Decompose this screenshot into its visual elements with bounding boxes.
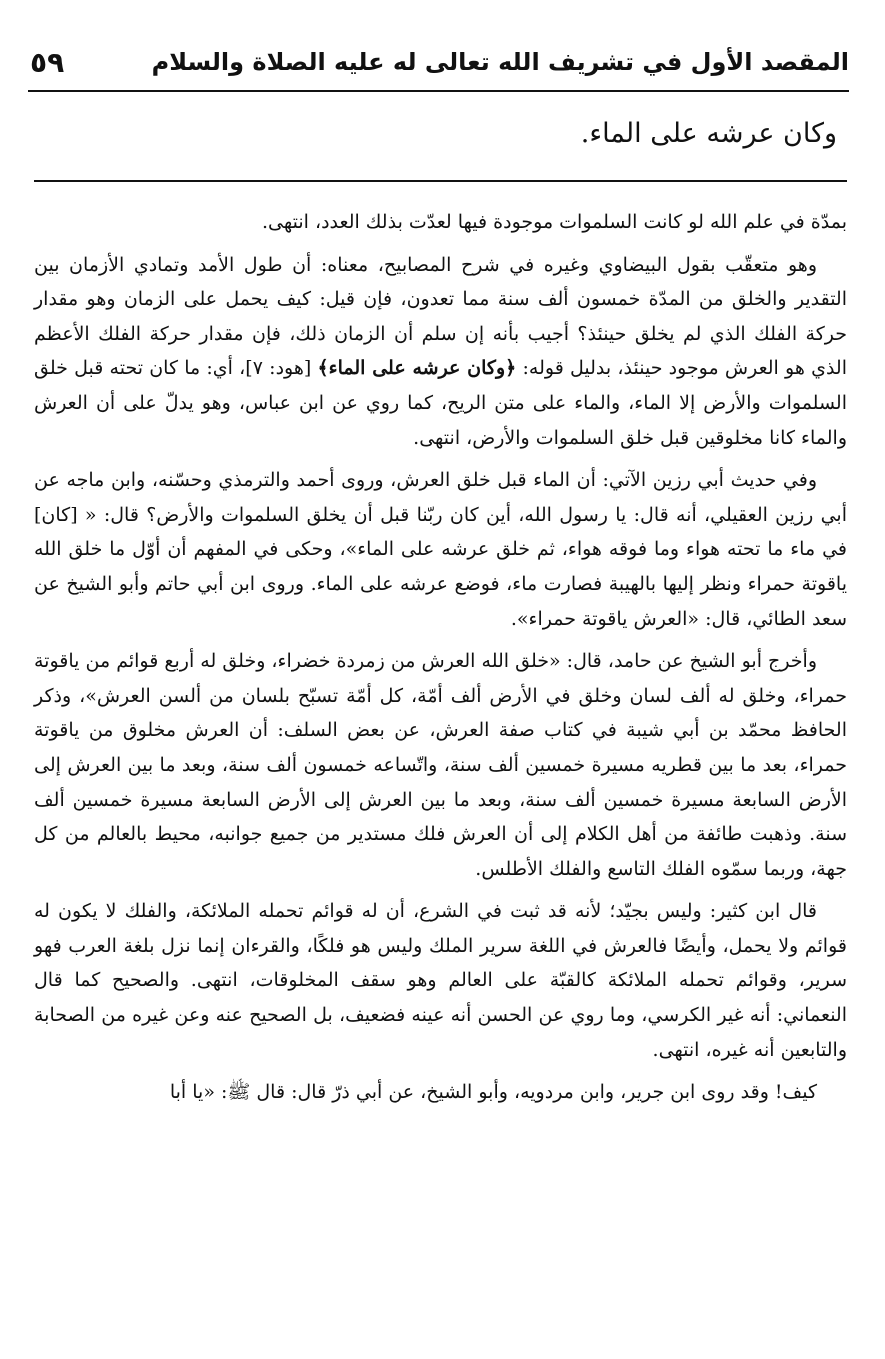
commentary-paragraph-5: قال ابن كثير: وليس بجيّد؛ لأنه قد ثبت في الشرع، أن له قوائم تحمله الملائكة، والفلك لا يكون له قوائم ولا يحمل، وأيضًا فالعرش في اللغة سرير الملك وليس هو فلكًا، والقرءان إنما نزل بلغة العرب فهو سرير، وقوائم تحمله الملائكة كالقبّة على العالم وهو سقف المخلوقات، انتهى. والصحيح كما قال النعماني: أنه غير الكرسي، وما روي عن الحسن أنه عينه فضعيف، بل الصحيح عنه وعن غيره من الصحابة والتابعين أنه غيره، انتهى. [34, 900, 847, 1061]
quran-quote: ﴿وكان عرشه على الماء﴾ [317, 357, 517, 380]
paragraph-2-text-b: [هود: ٧]، أي: ما كان تحته قبل خلق السلموات والأرض إلا الماء، والماء على متن الريح، كما روي عن ابن عباس، وهو يدلّ على أن العرش والماء كانا مخلوقين قبل خلق السلموات والأرض، انتهى. [34, 357, 847, 449]
commentary-separator [34, 180, 847, 182]
main-text-line: وكان عرشه على الماء. [580, 118, 837, 149]
commentary-paragraph-1: بمدّة في علم الله لو كانت السلموات موجودة فيها لعدّت بذلك العدد، انتهى. [261, 211, 847, 233]
commentary-paragraph-2 [34, 248, 847, 456]
running-title: المقصد الأول في تشريف الله تعالى له عليه الصلاة والسلام [151, 48, 849, 76]
commentary-paragraph-3: وفي حديث أبي رزين الآتي: أن الماء قبل خلق العرش، وروى أحمد والترمذي وحسّنه، وابن ماجه عن أبي رزين العقيلي، أنه قال: يا رسول الله، أين كان ربّنا قبل أن يخلق السلموات والأرض؟ قال: « [كان] في ماء ما تحته هواء وما فوقه هواء، ثم خلق عرشه على الماء»، وحكى في المفهم أن أوّل ما خلق الله ياقوتة حمراء ونظر إليها بالهيبة فصارت ماء، فوضع عرشه على الماء. وروى ابن أبي حاتم وأبو الشيخ عن سعد الطائي، قال: «العرش ياقوتة حمراء». [34, 469, 847, 630]
header-rule [28, 90, 849, 92]
page-header [30, 40, 849, 84]
commentary-paragraph-6: كيف! وقد روى ابن جرير، وابن مردويه، وأبو الشيخ، عن أبي ذرّ قال: قال ﷺ: «يا أبا [169, 1081, 817, 1104]
commentary-body [34, 205, 847, 1118]
paragraph-2-text-a: وهو متعقّب بقول البيضاوي وغيره في شرح المصابيح، معناه: أن طول الأمد وتمادي الأزمان بين التقدير والخلق من المدّة خمسون ألف سنة مما تعدون، فإن قيل: كيف يحمل على الزمان وهو مقدار حركة الفلك الذي لم يخلق حينئذ؟ أجيب بأنه إن سلم أن الزمان ذلك، فإن مقدار حركة الفلك الأعظم الذي هو العرش موجود حينئذ، بدليل قوله: [34, 253, 847, 380]
page-number: ٥٩ [30, 45, 65, 79]
commentary-paragraph-4: وأخرج أبو الشيخ عن حامد، قال: «خلق الله العرش من زمردة خضراء، وخلق له أربع قوائم من ياقوتة حمراء، وخلق له ألف لسان وخلق في الأرض ألف أمّة، كل أمّة تسبّح بلسان من ألسن العرش»، وذكر الحافظ محمّد بن أبي شيبة في كتاب صفة العرش، عن بعض السلف: أن العرش مخلوق من ياقوتة حمراء، بعد ما بين قطريه مسيرة خمسين ألف سنة، واتّساعه خمسون ألف سنة، وبعد ما بين العرش إلى الأرض السابعة مسيرة خمسين ألف سنة، وبعد ما بين العرش إلى الأرض السابعة مسيرة خمسين ألف سنة. وذهبت طائفة من أهل الكلام إلى أن العرش فلك مستدير من جميع جوانبه، محيط بالعالم من كل جهة، وربما سمّوه الفلك التاسع والفلك الأطلس. [34, 650, 847, 880]
